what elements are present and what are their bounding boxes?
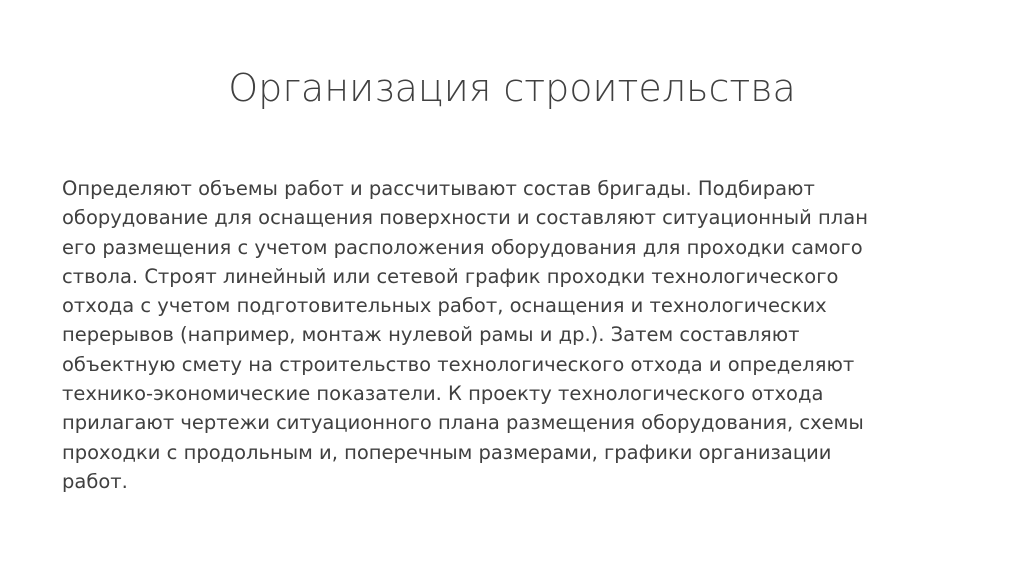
body-line: объектную смету на строительство технологического отхода и определяют (62, 352, 855, 376)
body-line: работ. (62, 469, 128, 493)
slide-title: Организация строительства (228, 66, 796, 110)
body-line: ствола. Строят линейный или сетевой график проходки технологического (62, 264, 839, 288)
body-line: оборудование для оснащения поверхности и составляют ситуационный план (62, 206, 868, 230)
body-line: перерывов (например, монтаж нулевой рамы и др.). Затем составляют (62, 323, 800, 347)
body-line: прилагают чертежи ситуационного плана размещения оборудования, схемы (62, 411, 864, 435)
body-line: его размещения с учетом расположения оборудования для проходки самого (62, 235, 863, 259)
body-line: Определяют объемы работ и рассчитывают состав бригады. Подбирают (62, 177, 815, 200)
slide-body-text (62, 174, 962, 496)
body-line: отхода с учетом подготовительных работ, оснащения и технологических (62, 294, 827, 318)
body-line: технико-экономические показатели. К проекту технологического отхода (62, 382, 824, 406)
body-line: проходки с продольным и, поперечным размерами, графики организации (62, 440, 832, 464)
